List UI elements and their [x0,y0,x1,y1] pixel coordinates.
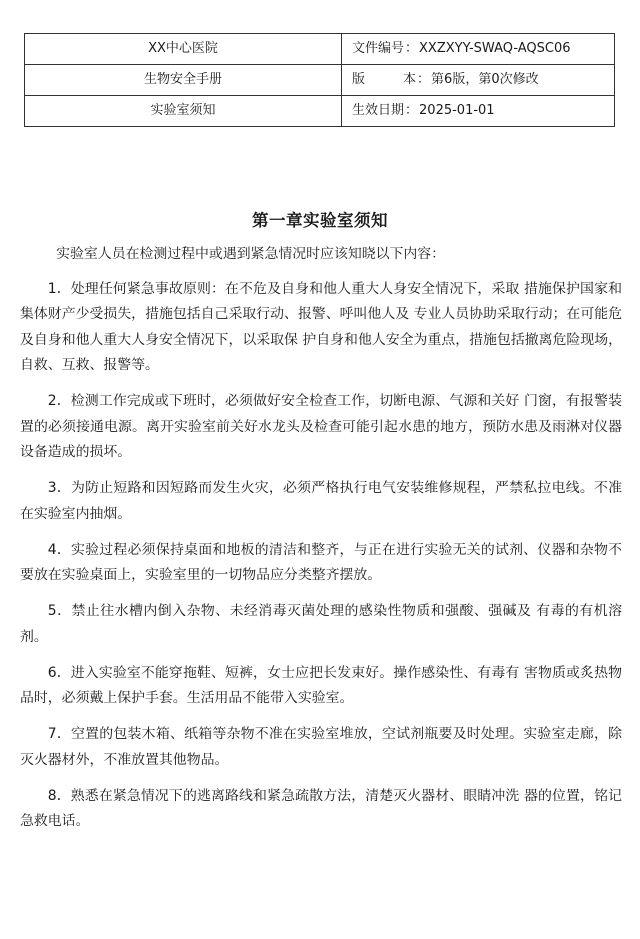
version-cell [342,65,615,96]
document-body [20,242,622,845]
document-number-cell [342,34,615,65]
header-row-manual [25,65,615,96]
document-number-value: XXZXYY-SWAQ-AQSC06 [419,41,571,56]
rule-item-7: 7．空置的包装木箱、纸箱等杂物不准在实验室堆放，空试剂瓶要及时处理。实验室走廊，除灭火器材外，不准放置其他物品。 [20,726,622,768]
colon: ： [405,103,419,118]
version-label-part1: 版 [352,72,366,87]
rule-item-6: 6．进入实验室不能穿拖鞋、短裤，女士应把长发束好。操作感染性、有毒有 害物质或炙热物品时，必须戴上保护手套。生活用品不能带入实验室。 [20,664,622,706]
version-label-part2: 本 [403,72,417,87]
manual-name: 生物安全手册 [25,65,342,96]
document-number-label: 文件编号 [352,41,405,56]
header-row-notice [25,96,615,127]
rule-item-5: 5．禁止往水槽内倒入杂物、未经消毒灭菌处理的感染性物质和强酸、强碱及 有毒的有机溶剂。 [20,603,622,645]
intro-paragraph: 实验室人员在检测过程中或遇到紧急情况时应该知晓以下内容： [56,246,446,262]
section-name: 实验室须知 [25,96,342,127]
rule-item-2: 2．检测工作完成或下班时，必须做好安全检查工作，切断电源、气源和关好 门窗，有报警装置的必须接通电源。离开实验室前关好水龙头及检查可能引起水患的地方，预防水患及雨淋对仪器设备造成的损坏。 [20,393,622,460]
chapter-title: 第一章实验室须知 [252,211,388,230]
colon: ： [405,41,419,56]
rule-item-4: 4．实验过程必须保持桌面和地板的清洁和整齐，与正在进行实验无关的试剂、仪器和杂物不要放在实验桌面上，实验室里的一切物品应分类整齐摆放。 [20,541,622,583]
version-value: 第6版，第0次修改 [431,72,539,87]
effective-date-label: 生效日期 [352,103,405,118]
rule-item-3: 3．为防止短路和因短路而发生火灾，必须严格执行电气安装维修规程，严禁私拉电线。不准在实验室内抽烟。 [20,480,622,522]
colon: ： [417,72,431,87]
hospital-name: XX中心医院 [25,34,342,65]
header-row-hospital [25,34,615,65]
effective-date-value: 2025-01-01 [419,103,495,118]
effective-date-cell [342,96,615,127]
rule-item-1: 1．处理任何紧急事故原则：在不危及自身和他人重大人身安全情况下，采取 措施保护国家和集体财产少受损失，措施包括自己采取行动、报警、呼叫他人及 专业人员协助采取行动；在可能危及自身和他人重大人身安全情况下，以采取保 护自身和他人安全为重点，措施包括撤离危险现场，自救、互救、报警等。 [20,280,622,373]
document-header-table [24,33,615,127]
rule-item-8: 8．熟悉在紧急情况下的逃离路线和紧急疏散方法，清楚灭火器材、眼睛冲洗 器的位置，铭记急救电话。 [20,787,622,829]
